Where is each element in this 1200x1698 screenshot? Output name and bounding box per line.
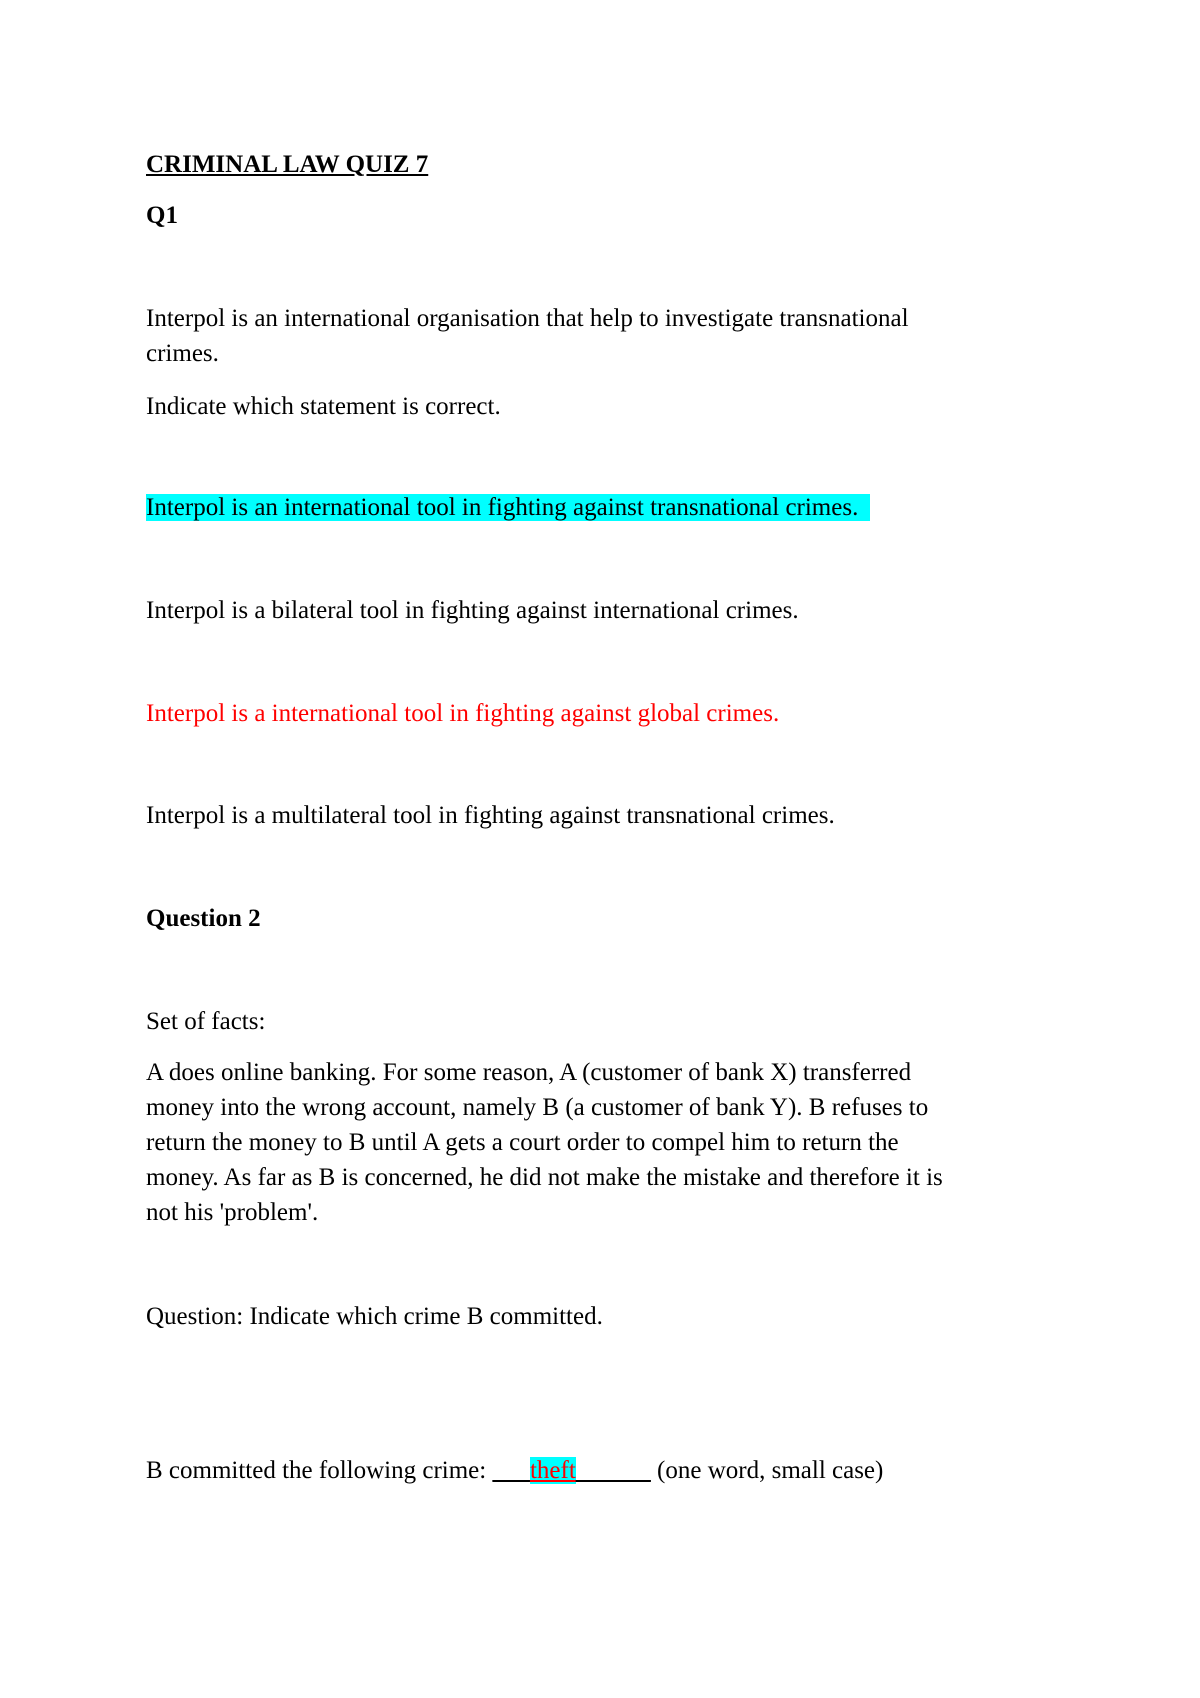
q1-option-4: Interpol is a multilateral tool in fighting against transnational crimes. xyxy=(146,802,835,829)
answer-prefix: B committed the following crime: xyxy=(146,1457,493,1484)
quiz-title: CRIMINAL LAW QUIZ 7 xyxy=(146,151,429,178)
blank-before: ___ xyxy=(492,1457,530,1484)
q1-instruction: Indicate which statement is correct. xyxy=(146,393,501,420)
answer-suffix: (one word, small case) xyxy=(650,1457,884,1484)
q1-option-1 xyxy=(146,493,870,523)
q1-label: Q1 xyxy=(146,202,178,229)
q1-intro-line-2: crimes. xyxy=(146,340,219,367)
q2-answer-line xyxy=(146,1456,883,1486)
q2-question: Question: Indicate which crime B committed. xyxy=(146,1303,603,1330)
q1-option-1-highlighted-text: Interpol is an international tool in fighting against transnational crimes. xyxy=(146,494,870,521)
q1-option-2: Interpol is a bilateral tool in fighting against international crimes. xyxy=(146,597,799,624)
q2-facts-line-5: not his 'problem'. xyxy=(146,1199,319,1226)
answer-value: theft xyxy=(529,1457,576,1484)
q1-intro-line-1: Interpol is an international organisation that help to investigate transnational xyxy=(146,305,909,332)
q2-facts-line-4: money. As far as B is concerned, he did not make the mistake and therefore it is xyxy=(146,1164,943,1191)
blank-after: ______ xyxy=(575,1457,651,1484)
q2-facts-line-2: money into the wrong account, namely B (a customer of bank Y). B refuses to xyxy=(146,1094,929,1121)
q2-facts-label: Set of facts: xyxy=(146,1008,266,1035)
q1-option-3: Interpol is a international tool in fighting against global crimes. xyxy=(146,700,780,727)
q2-facts-line-1: A does online banking. For some reason, A (customer of bank X) transferred xyxy=(146,1059,912,1086)
q2-label: Question 2 xyxy=(146,905,261,932)
q2-facts-line-3: return the money to B until A gets a court order to compel him to return the xyxy=(146,1129,899,1156)
